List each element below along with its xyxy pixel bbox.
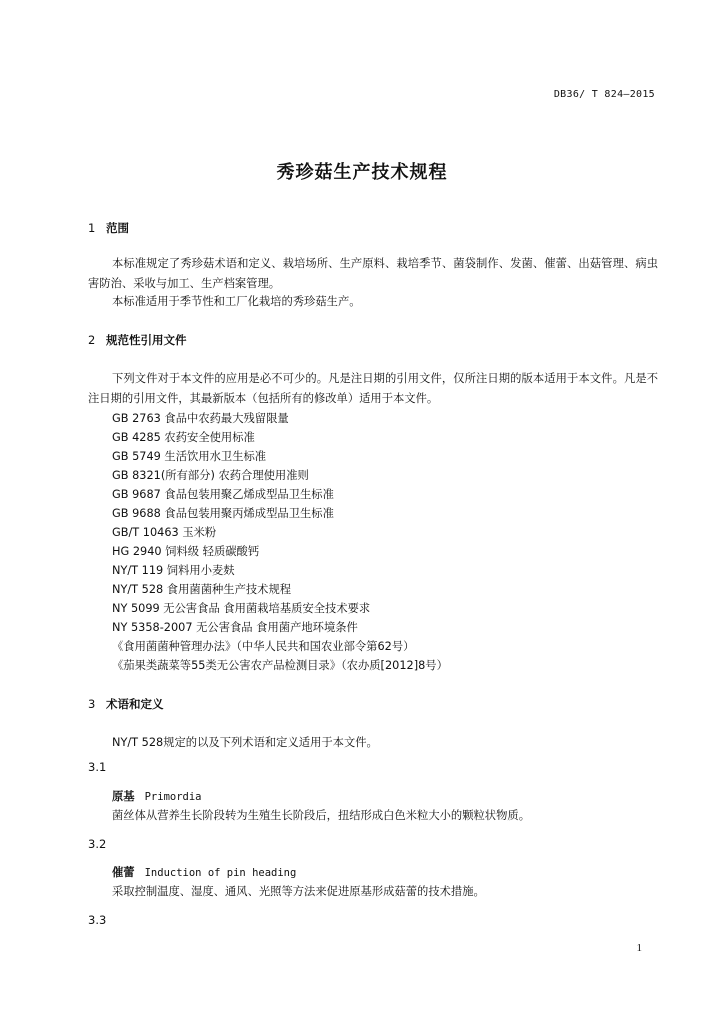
reference-item: NY 5099 无公害食品 食用菌栽培基质安全技术要求	[112, 602, 371, 615]
term-number: 3.2	[88, 837, 107, 851]
section-3-paragraph-1: NY/T 528规定的以及下列术语和定义适用于本文件。	[112, 736, 378, 749]
section-title: 范围	[106, 221, 129, 235]
section-number: 3	[88, 697, 96, 711]
reference-item: GB/T 10463 玉米粉	[112, 526, 217, 539]
term-chinese: 原基	[112, 790, 135, 803]
term-number: 3.3	[88, 913, 107, 927]
reference-item: 《食用菌菌种管理办法》（中华人民共和国农业部令第62号）	[112, 640, 415, 653]
term-definition: 采取控制温度、湿度、通风、光照等方法来促进原基形成菇蕾的技术措施。	[112, 885, 485, 898]
reference-item: GB 9688 食品包装用聚丙烯成型品卫生标准	[112, 507, 334, 520]
term-english: Primordia	[144, 791, 202, 803]
section-1-paragraph-2: 本标准适用于季节性和工厂化栽培的秀珍菇生产。	[112, 295, 361, 308]
reference-item: GB 8321(所有部分) 农药合理使用准则	[112, 469, 309, 482]
section-1-heading	[88, 220, 129, 236]
page-number: 1	[636, 942, 642, 954]
term-definition: 菌丝体从营养生长阶段转为生殖生长阶段后，扭结形成白色米粒大小的颗粒状物质。	[112, 809, 530, 822]
term-chinese: 催蕾	[112, 866, 135, 879]
reference-item: NY/T 119 饲料用小麦麸	[112, 564, 235, 577]
section-2-paragraph-1: 下列文件对于本文件的应用是必不可少的。凡是注日期的引用文件，仅所注日期的版本适用于本文件。凡是不注日期的引用文件，其最新版本（包括所有的修改单）适用于本文件。	[88, 372, 658, 405]
term-heading	[112, 864, 296, 880]
document-title: 秀珍菇生产技术规程	[276, 162, 448, 183]
section-2-heading	[88, 332, 187, 348]
reference-item: NY/T 528 食用菌菌种生产技术规程	[112, 583, 292, 596]
term-number: 3.1	[88, 760, 107, 774]
standard-code: DB36/ T 824—2015	[553, 89, 655, 100]
section-title: 术语和定义	[106, 697, 164, 711]
section-number: 1	[88, 221, 96, 235]
reference-item: HG 2940 饲料级 轻质碳酸钙	[112, 545, 260, 558]
reference-item: GB 2763 食品中农药最大残留限量	[112, 412, 289, 425]
section-title: 规范性引用文件	[106, 333, 187, 347]
term-heading	[112, 788, 202, 804]
reference-item: GB 5749 生活饮用水卫生标准	[112, 450, 267, 463]
reference-item: NY 5358-2007 无公害食品 食用菌产地环境条件	[112, 621, 358, 634]
section-3-heading	[88, 696, 164, 712]
reference-item: GB 4285 农药安全使用标准	[112, 431, 255, 444]
section-number: 2	[88, 333, 96, 347]
reference-item: 《茄果类蔬菜等55类无公害农产品检测目录》（农办质[2012]8号）	[112, 659, 448, 672]
section-1-paragraph-1: 本标准规定了秀珍菇术语和定义、栽培场所、生产原料、栽培季节、菌袋制作、发菌、催蕾、出菇管理、病虫害防治、采收与加工、生产档案管理。	[88, 257, 658, 290]
reference-item: GB 9687 食品包装用聚乙烯成型品卫生标准	[112, 488, 334, 501]
term-english: Induction of pin heading	[144, 867, 297, 879]
